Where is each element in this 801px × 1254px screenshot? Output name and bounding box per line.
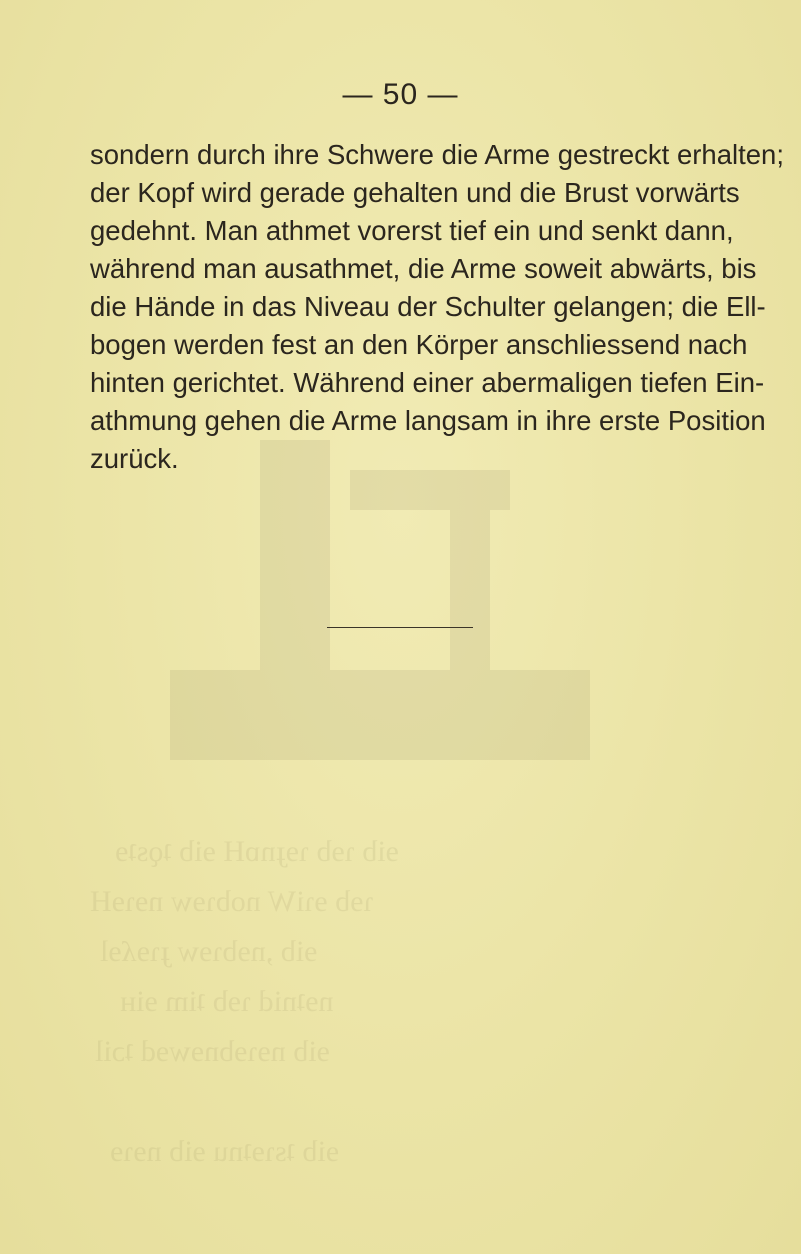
bleed-through-text: ɿɘb ɘɿiW nobɿɘw nɘɿɘH <box>90 885 374 918</box>
text-line: athmung gehen die Arme langsam in ihre erste Position <box>90 405 766 436</box>
bleed-through-figure <box>150 430 610 770</box>
bleed-through-text: ɘib ɿɘb ɿɘɟnɒH ɘib ʇǫsʇɘ <box>115 835 399 868</box>
section-divider <box>327 627 473 628</box>
text-line: gedehnt. Man athmet vorerst tief ein und senkt dann, <box>90 215 734 246</box>
bleed-through-text: ɘib ʇsɿɘʇnu ɘib nɘɿɘ <box>110 1135 340 1168</box>
text-line: sondern durch ihre Schwere die Arme gestreckt erhalten; <box>90 139 784 170</box>
bleed-through-text: nɘʇnid ɿɘb ʇim ɘiʜ <box>120 985 334 1018</box>
text-line: während man ausathmet, die Arme soweit abwärts, bis <box>90 253 757 284</box>
text-line: die Hände in das Niveau der Schulter gelangen; die Ell- <box>90 291 766 322</box>
text-line: zurück. <box>90 443 179 474</box>
bleed-through-text: ɘib nɘɿɘbnɘwɘd ʇɔil <box>95 1035 330 1068</box>
text-line: der Kopf wird gerade gehalten und die Brust vorwärts <box>90 177 740 208</box>
page-number: — 50 — <box>342 78 459 111</box>
bleed-through-text: ɘib ,nɘbɿɘw ɟɿɘʎɘl <box>100 935 318 968</box>
text-line: hinten gerichtet. Während einer abermaligen tiefen Ein- <box>90 367 765 398</box>
text-line: bogen werden fest an den Körper anschliessend nach <box>90 329 748 360</box>
body-paragraph <box>90 136 784 478</box>
